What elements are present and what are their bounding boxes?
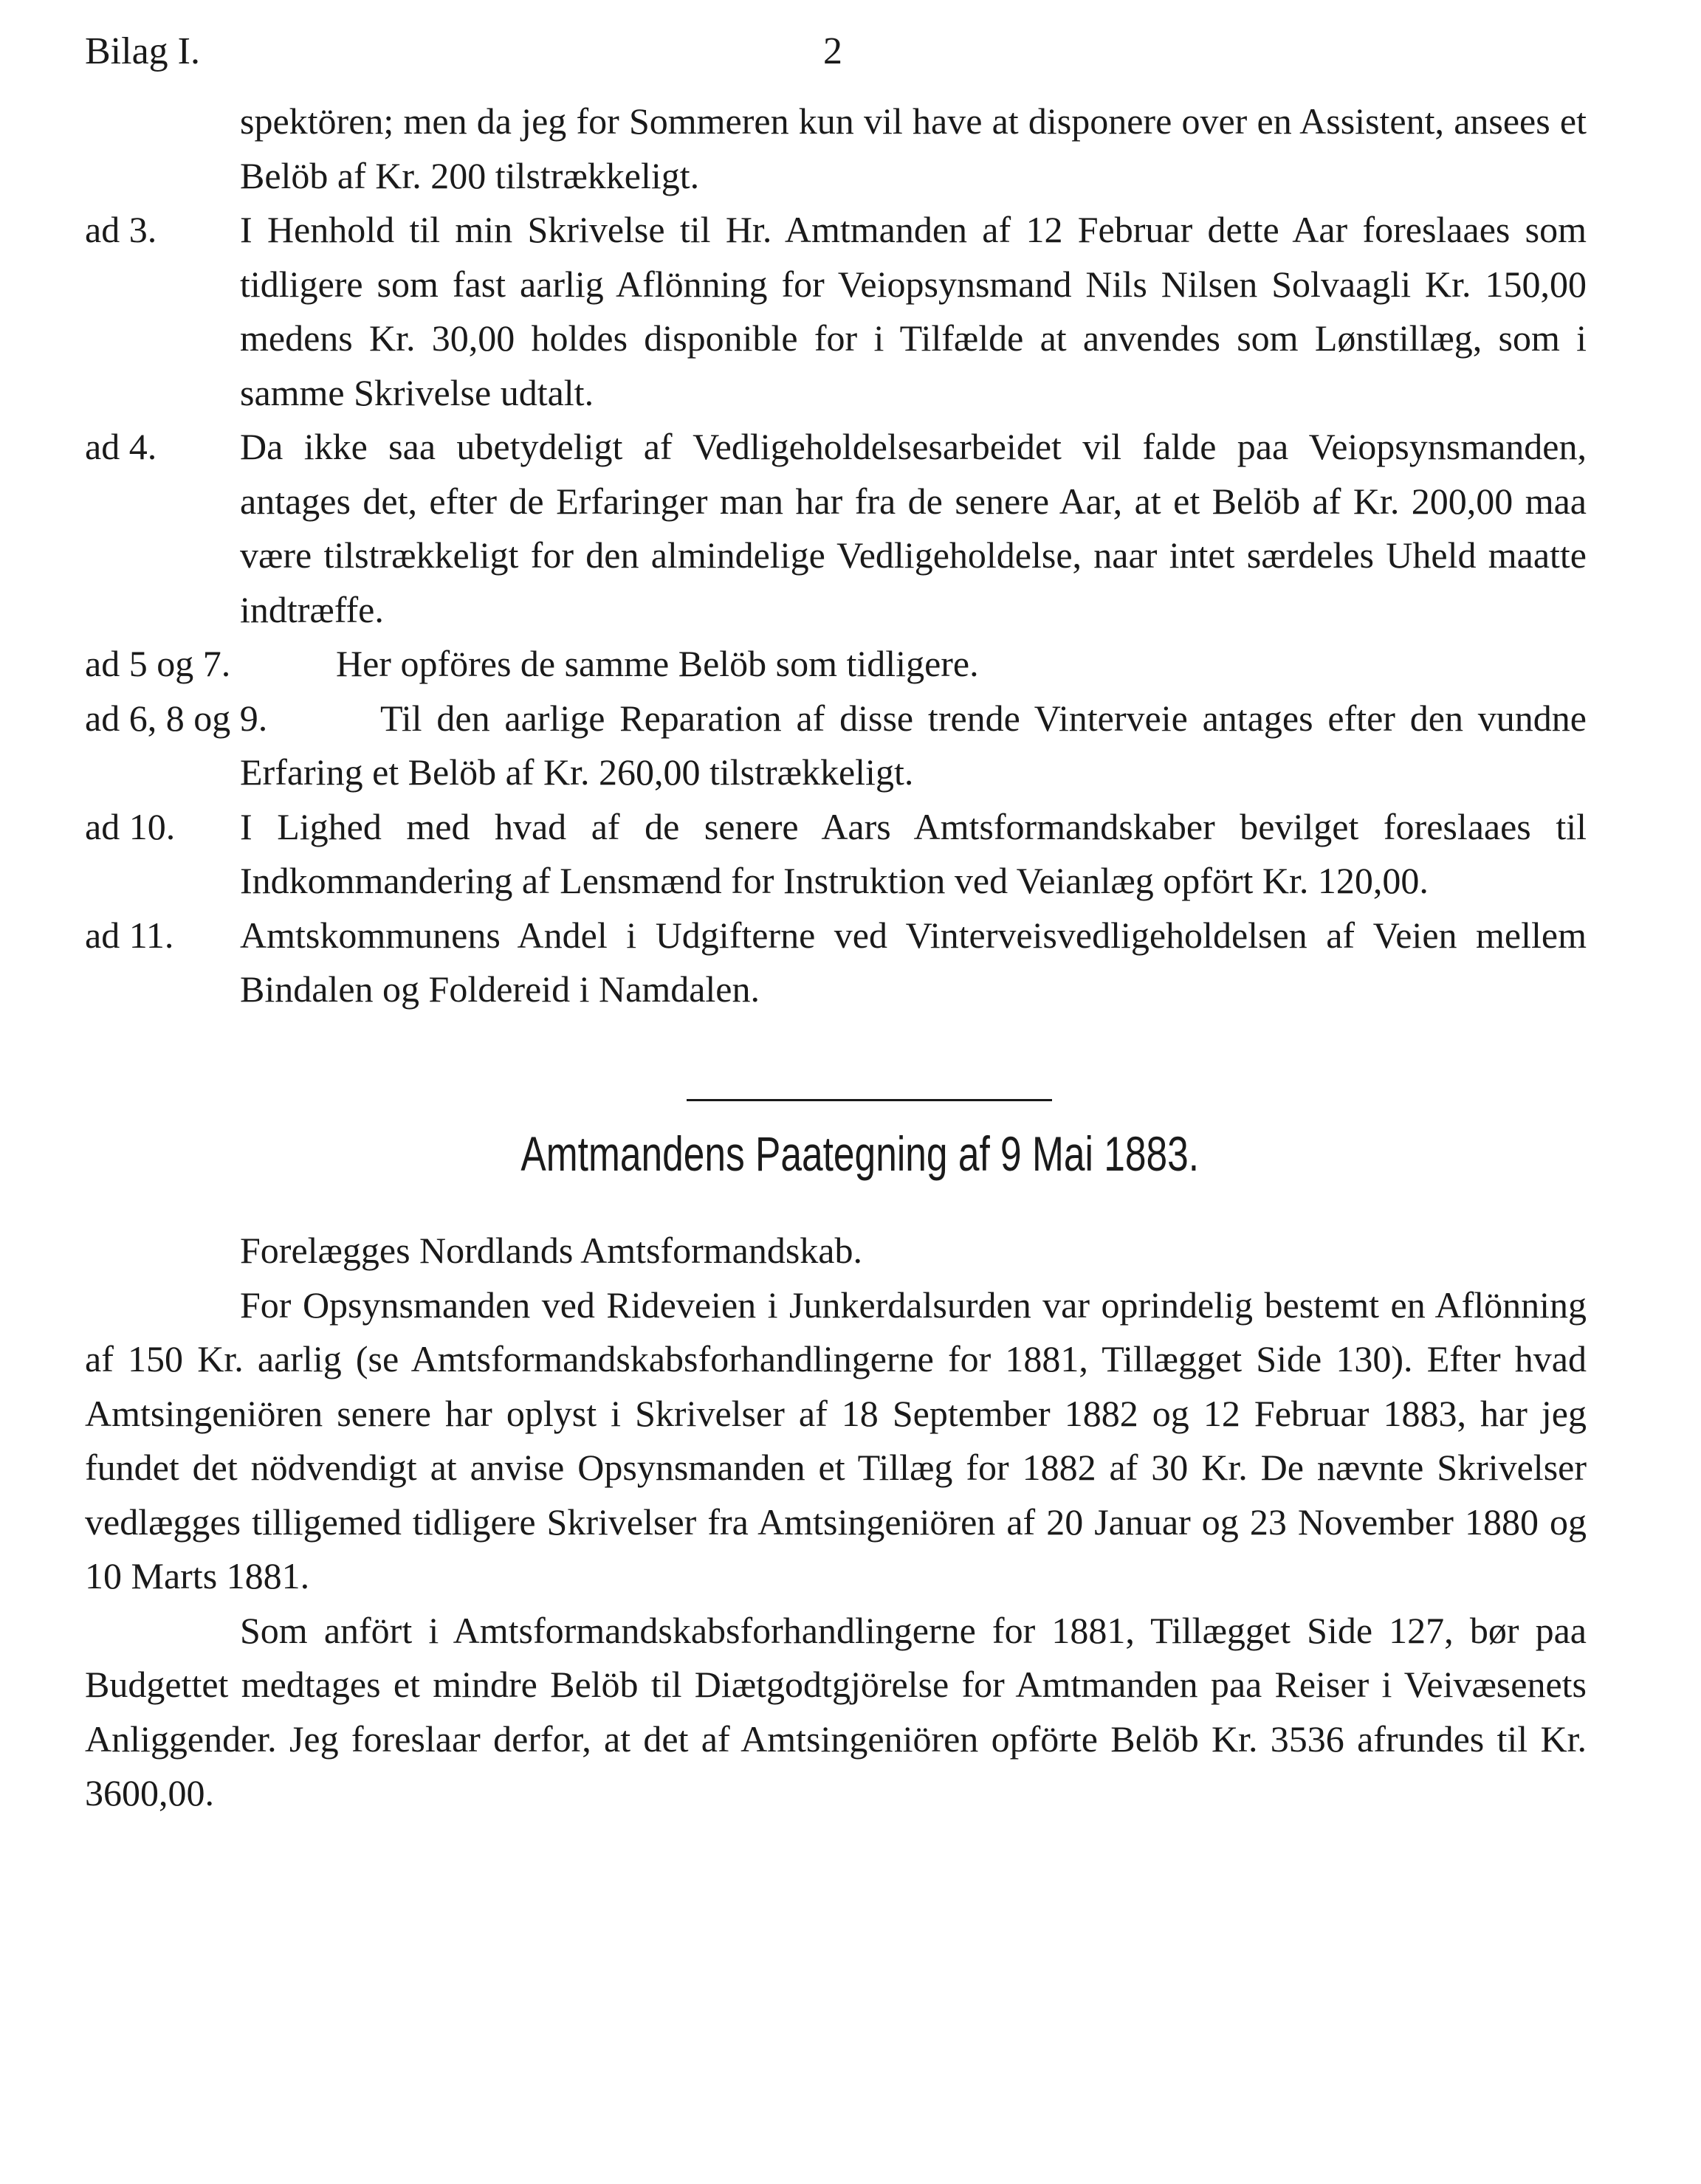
note-text: I Henhold til min Skrivelse til Hr. Amtmanden af 12 Februar dette Aar foreslaaes som tidligere som fast aarlig Aflönning for Veiopsynsmand Nils Nilsen Solvaagli Kr. 150,00 medens Kr. 30,00 holdes disponible for i Tilfælde at anvendes som Lønstillæg, som i samme Skrivelse udtalt.: [240, 209, 1587, 413]
budget-notes: [85, 94, 1587, 1017]
note-label: ad 4.: [85, 426, 157, 467]
note-label: ad 3.: [85, 209, 157, 250]
note-continuation: [85, 94, 1587, 203]
paragraph: Som anfört i Amtsformandskabsforhandlingerne for 1881, Tillægget Side 127, bør paa Budgettet medtages et mindre Belöb til Diætgodtgjörelse for Amtmanden paa Reiser i Veivæsenets Anliggender. Jeg foreslaar derfor, at det af Amtsingeniören opförte Belöb Kr. 3536 afrundes til Kr. 3600,00.: [85, 1609, 1587, 1813]
note-ad-6-8-og-9: [85, 692, 1587, 800]
section-heading: Amtmandens Paategning af 9 Mai 1883.: [520, 1126, 1200, 1181]
note-text: Her opföres de samme Belöb som tidligere.: [336, 643, 979, 684]
note-label: ad 11.: [85, 914, 174, 956]
section-body: [85, 1224, 1587, 1821]
paragraph: Forelægges Nordlands Amtsformandskab.: [240, 1230, 862, 1271]
running-head: [85, 30, 1587, 81]
note-ad-5-og-7: [85, 637, 1587, 692]
note-ad-4: [85, 420, 1587, 637]
note-ad-3: [85, 203, 1587, 420]
paragraph: For Opsynsmanden ved Rideveien i Junkerdalsurden var oprindelig bestemt en Aflönning af 150 Kr. aarlig (se Amtsformandskabsforhandlingerne for 1881, Tillægget Side 130). Efter hvad Amtsingeniören senere har oplyst i Skrivelser af 18 September 1882 og 12 Februar 1883, har jeg fundet det nödvendigt at anvise Opsynsmanden et Tillæg for 1882 af 30 Kr. De nævnte Skrivelser vedlægges tilligemed tidligere Skrivelser fra Amtsingeniören af 20 Januar og 23 November 1880 og 10 Marts 1881.: [85, 1284, 1587, 1596]
page-number: 2: [823, 30, 842, 72]
note-text-inline: Til den aarlige Reparation af disse trende Vinterveie antages efter den vundne Erfaring et Belöb af Kr. 260,00 tilstrækkeligt.: [240, 697, 1587, 793]
note-ad-11: [85, 909, 1587, 1017]
note-ad-10: [85, 800, 1587, 909]
note-label: ad 6, 8 og 9.: [85, 697, 268, 739]
note-label: ad 10.: [85, 805, 176, 847]
note-text: Da ikke saa ubetydeligt af Vedligeholdelsesarbeidet vil falde paa Veiopsynsmanden, antages det, efter de Erfaringer man har fra de senere Aar, at et Belöb af Kr. 200,00 maa være tilstrækkeligt for den almindelige Vedligeholdelse, naar intet særdeles Uheld maatte indtræffe.: [240, 426, 1587, 630]
note-text: spektören; men da jeg for Sommeren kun vil have at disponere over en Assistent, ansees et Belöb af Kr. 200 tilstrækkeligt.: [240, 100, 1587, 196]
note-label: ad 5 og 7.: [85, 643, 231, 684]
appendix-label: Bilag I.: [85, 30, 200, 72]
note-text: Amtskommunens Andel i Udgifterne ved Vinterveisvedligeholdelsen af Veien mellem Bindalen og Foldereid i Namdalen.: [240, 914, 1587, 1010]
section-divider: [687, 1099, 1052, 1101]
note-text: I Lighed med hvad af de senere Aars Amtsformandskaber bevilget foreslaaes til Indkommandering af Lensmænd for Instruktion ved Veianlæg opfört Kr. 120,00.: [240, 805, 1587, 901]
note-text: [240, 692, 1587, 800]
